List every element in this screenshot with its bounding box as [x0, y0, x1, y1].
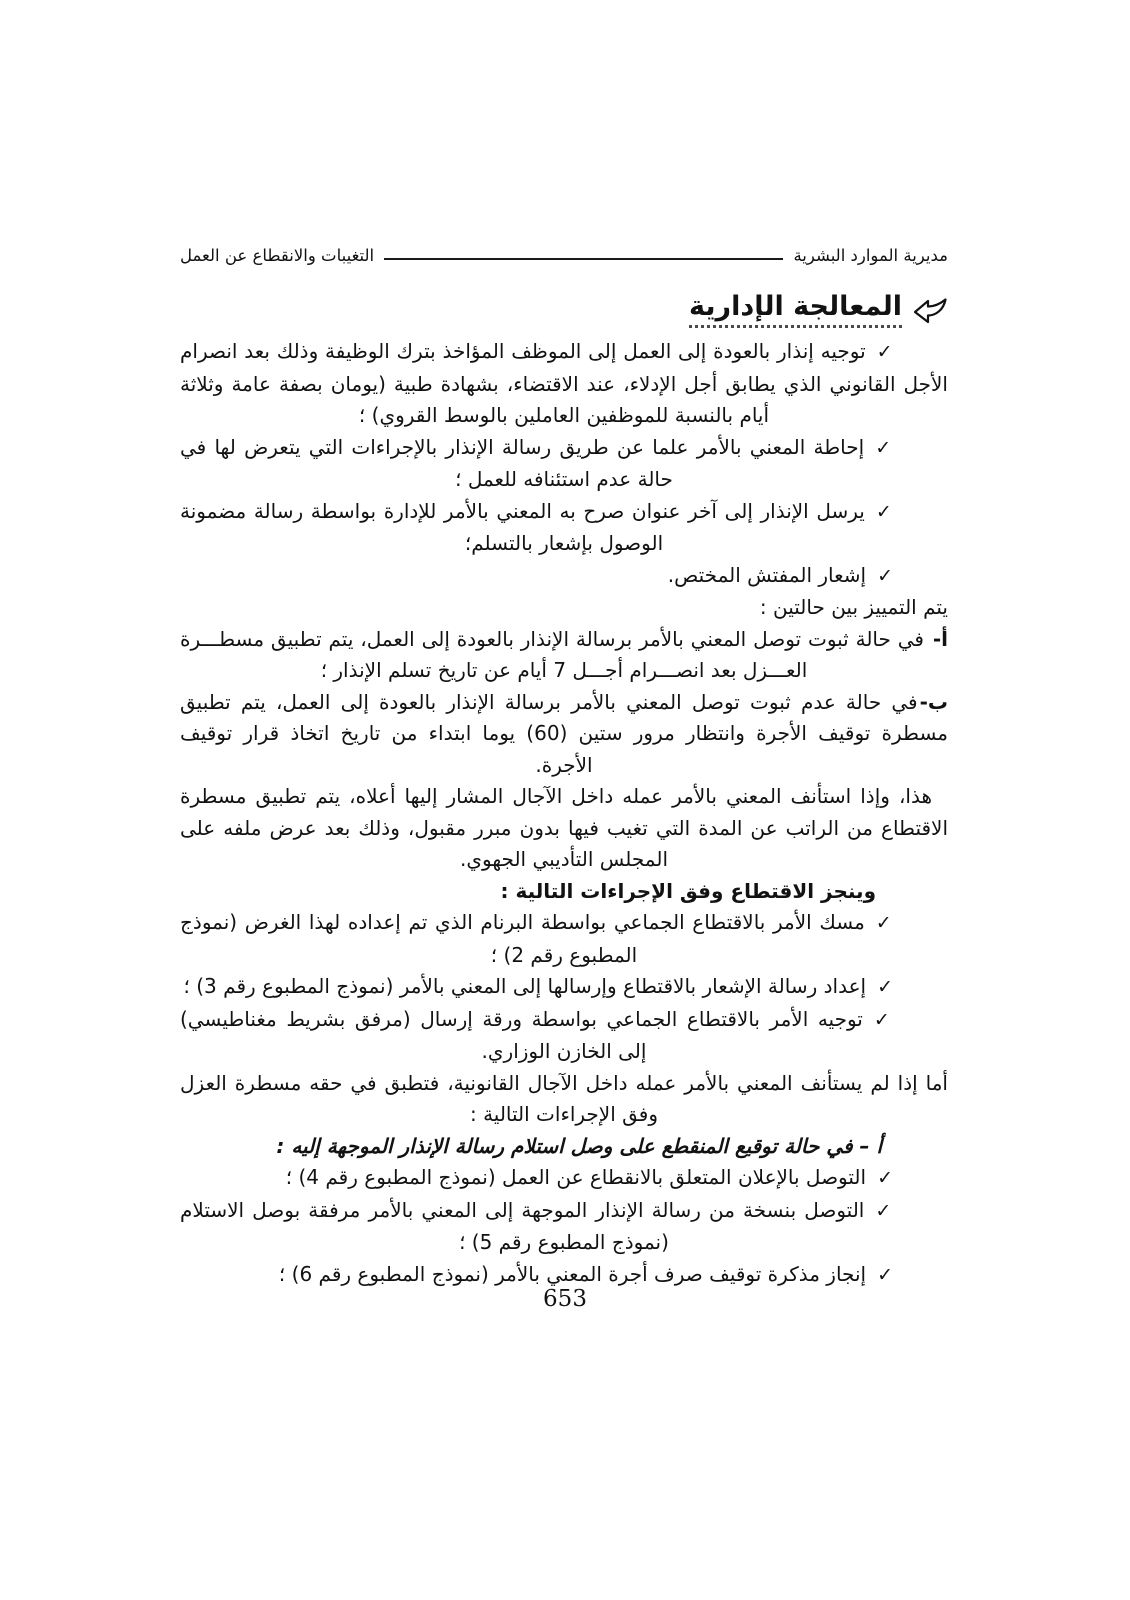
check-icon: ✓	[875, 436, 893, 459]
pointer-arrow-icon	[912, 297, 948, 325]
case-a	[180, 624, 948, 687]
list-item-text: إشعار المفتش المختص.	[667, 562, 867, 587]
list-item	[180, 432, 948, 496]
page-content	[180, 246, 948, 1291]
check-icon: ✓	[877, 1263, 893, 1286]
check-icon: ✓	[876, 341, 893, 363]
check-icon: ✓	[877, 564, 893, 587]
page-number: 653	[543, 1286, 587, 1312]
case-a-label: أ-	[932, 626, 949, 651]
list-item	[180, 560, 948, 593]
resume-paragraph: هذا، وإذا استأنف المعني بالأمر عمله داخل الآجال المشار إليها أعلاه، يتم تطبيق مسطرة الاقتطاع من الراتب عن المدة التي تغيب فيها بدون مبرر مقبول، وذلك بعد عرض ملفه على المجلس التأديبي الجهوي.	[180, 784, 948, 871]
list-item	[180, 1195, 948, 1259]
case-a-text: في حالة ثبوت توصل المعني بالأمر برسالة الإنذار بالعودة إلى العمل، يتم تطبيق مسطـــرة العـــزل بعد انصـــرام أجـــل 7 أيام عن تاريخ تسلم الإنذار ؛	[180, 626, 924, 682]
section-title-row	[180, 291, 948, 328]
no-resume-paragraph: أما إذا لم يستأنف المعني بالأمر عمله داخل الآجال القانونية، فتطبق في حقه مسطرة العزل وفق الإجراءات التالية :	[180, 1070, 948, 1126]
list-item	[180, 496, 948, 560]
list-item-text: إعداد رسالة الإشعار بالاقتطاع وإرسالها إلى المعني بالأمر (نموذج المطبوع رقم 3) ؛	[183, 974, 867, 998]
check-icon: ✓	[875, 500, 894, 523]
list-item-text: مسك الأمر بالاقتطاع الجماعي بواسطة البرنام الذي تم إعداده لهذا الغرض (نموذج المطبوع رقم 2) ؛	[180, 910, 865, 967]
document-body	[180, 336, 948, 1291]
case-b	[180, 687, 948, 782]
header-right-text: مديرية الموارد البشرية	[793, 246, 948, 265]
list-item-text: التوصل بالإعلان المتعلق بالانقطاع عن العمل (نموذج المطبوع رقم 4) ؛	[285, 1165, 867, 1189]
check-icon: ✓	[877, 1167, 893, 1189]
check-icon: ✓	[875, 1199, 893, 1222]
list-item	[180, 336, 948, 432]
header-left-text: التغيبات والانقطاع عن العمل	[180, 246, 375, 265]
case-b-text: في حالة عدم ثبوت توصل المعني بالأمر برسالة الإنذار بالعودة إلى العمل، يتم تطبيق مسطرة توقيف الأجرة وانتظار مرور ستين (60) يوما ابتداء من تاريخ اتخاذ قرار توقيف الأجرة.	[180, 689, 948, 777]
list-item-text: التوصل بنسخة من رسالة الإنذار الموجهة إلى المعني بالأمر مرفقة بوصل الاستلام (نموذج المطبوع رقم 5) ؛	[180, 1197, 865, 1254]
list-item	[180, 971, 948, 1004]
list-item-text: إحاطة المعني بالأمر علما عن طريق رسالة الإنذار بالإجراءات التي يتعرض لها في حالة عدم استئنافه للعمل ؛	[180, 434, 865, 491]
list-item-text: توجيه إنذار بالعودة إلى العمل إلى الموظف المؤاخذ بترك الوظيفة وذلك بعد انصرام الأجل القانوني الذي يطابق أجل الإدلاء، عند الاقتضاء، بشهادة طبية (يومان بصفة عامة وثلاثة أيام بالنسبة للموظفين العاملين بالوسط القروي) ؛	[180, 339, 948, 427]
list-item-text: إنجاز مذكرة توقيف صرف أجرة المعني بالأمر (نموذج المطبوع رقم 6) ؛	[278, 1261, 867, 1286]
check-icon: ✓	[877, 976, 893, 998]
list-item	[180, 1162, 948, 1195]
list-item-text: يرسل الإنذار إلى آخر عنوان صرح به المعني بالأمر للإدارة بواسطة رسالة مضمونة الوصول بإشعار بالتسلم؛	[180, 498, 865, 555]
cases-intro: يتم التمييز بين حالتين :	[759, 595, 948, 619]
check-icon: ✓	[875, 912, 893, 934]
list-item	[180, 907, 948, 971]
page-title: المعالجة الإدارية	[689, 291, 902, 328]
header-divider	[384, 258, 783, 260]
list-item	[180, 1004, 948, 1068]
page-header	[180, 246, 948, 265]
deduction-heading: وينجز الاقتطاع وفق الإجراءات التالية :	[500, 878, 876, 903]
case-b-label: ب-	[919, 689, 948, 714]
sub-heading-a: أ – في حالة توقيع المنقطع على وصل استلام رسالة الإنذار الموجهة إليه :	[276, 1133, 882, 1158]
check-icon: ✓	[873, 1008, 893, 1031]
list-item-text: توجيه الأمر بالاقتطاع الجماعي بواسطة ورقة إرسال (مرفق بشريط مغناطيسي) إلى الخازن الوزاري.	[180, 1006, 863, 1063]
